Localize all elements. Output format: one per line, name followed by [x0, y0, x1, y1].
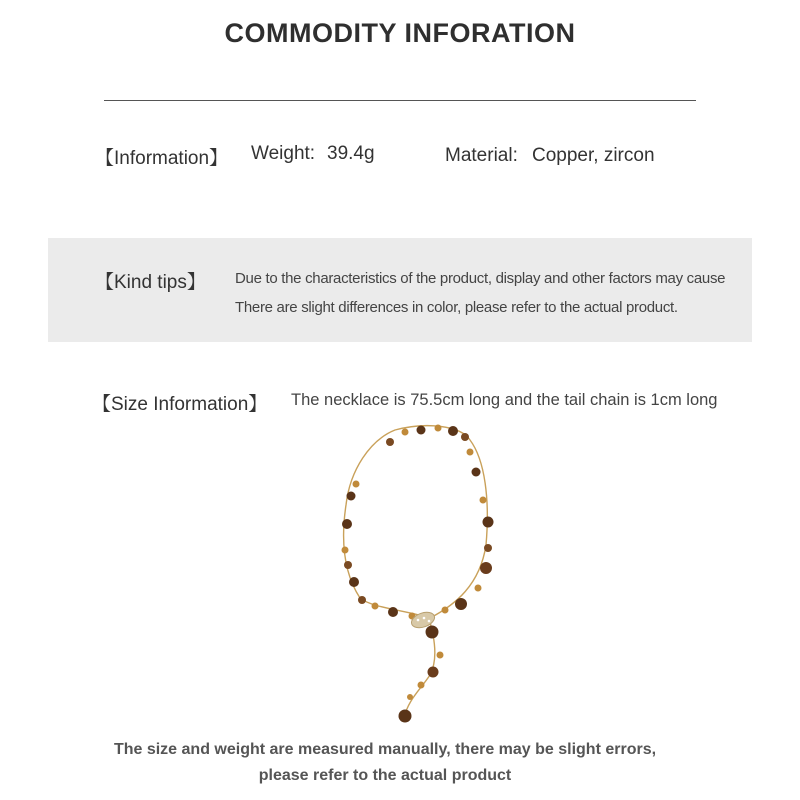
footer-note-line-1: The size and weight are measured manually, there may be slight errors, [113, 741, 657, 758]
necklace-chain [344, 426, 488, 618]
page-title: COMMODITY INFORATION [224, 18, 576, 48]
kind-tips-label: 【Kind tips】 [95, 272, 206, 293]
information-label: 【Information】 [95, 148, 229, 169]
size-information-text: The necklace is 75.5cm long and the tail chain is 1cm long [291, 391, 718, 409]
kind-tips-line-2: There are slight differences in color, please refer to the actual product. [235, 299, 678, 316]
size-information-label: 【Size Information】 [92, 394, 268, 415]
weight-value: 39.4g [327, 143, 375, 164]
necklace-beads [342, 425, 494, 723]
material-label: Material: [445, 145, 518, 166]
kind-tips-line-1: Due to the characteristics of the product, display and other factors may cause [235, 270, 726, 287]
weight-label: Weight: [251, 143, 316, 164]
material-value: Copper, zircon [532, 145, 655, 166]
footer-note-line-2: please refer to the actual product [258, 767, 512, 784]
